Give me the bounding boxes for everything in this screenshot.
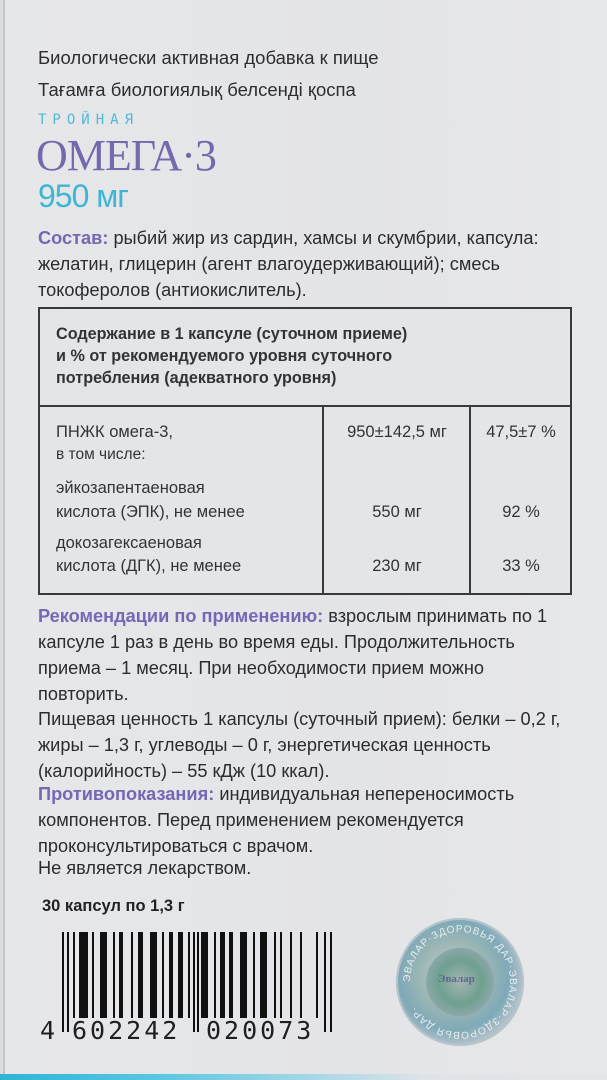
hologram-seal-icon <box>396 918 524 1046</box>
recommendations-label: Рекомендации по применению: <box>38 606 324 626</box>
barcode-digit-first: 4 <box>40 1016 59 1045</box>
package-bottom-stripe <box>0 1074 607 1080</box>
recommendations-section <box>38 603 578 707</box>
product-name: ОМЕГА·3 <box>36 131 216 180</box>
table-row-name: кислота (ЭПК), не менее <box>56 503 245 521</box>
nutrient-table-header <box>40 309 570 407</box>
table-row-name: кислота (ДГК), не менее <box>56 557 242 575</box>
composition-label: Состав: <box>38 228 109 248</box>
table-row-name: докозагексаеновая <box>56 534 202 552</box>
supplement-subtitle-kz: Тағамға биологиялық белсенді қоспа <box>38 79 356 100</box>
package-quantity: 30 капсул по 1,3 г <box>42 897 185 915</box>
not-a-drug-notice: Не является лекарством. <box>38 858 252 878</box>
composition-section <box>38 225 578 303</box>
nutrient-table <box>38 307 572 595</box>
hologram-brand-label: Эвалар <box>438 973 475 985</box>
product-dose: 950 мг <box>38 178 128 214</box>
nutrition-value-text: Пищевая ценность 1 капсулы (суточный прием): белки – 0,2 г, жиры – 1,3 г, углеводы – 0 г, энергетическая ценность (калорийность) – 55 кДж (10 ккал). <box>38 709 561 781</box>
table-header-line: Содержание в 1 капсуле (суточном приеме) <box>56 325 408 343</box>
table-row-name: в том числе: <box>56 446 146 463</box>
contraindications-section <box>38 781 578 859</box>
table-row-percent: 47,5±7 % <box>486 423 556 441</box>
table-row-amount: 550 мг <box>372 503 422 521</box>
barcode-digits-left: 602242 <box>72 1016 181 1045</box>
svg-text:ЭВАЛАР·ЗДОРОВЬЯ ДАР·ЭВАЛАР·ЗДО: ЭВАЛАР·ЗДОРОВЬЯ ДАР·ЭВАЛАР·ЗДОРОВЬЯ ДАР· <box>401 923 519 1041</box>
table-row-name: эйкозапентаеновая <box>56 479 205 497</box>
barcode-digits-right: 020073 <box>206 1016 315 1045</box>
table-row-percent: 33 % <box>502 557 540 575</box>
table-header-line: и % от рекомендуемого уровня суточного <box>56 347 393 365</box>
table-row-amount: 230 мг <box>372 557 422 575</box>
product-prefix: ТРОЙНАЯ <box>38 112 140 128</box>
supplement-subtitle-ru: Биологически активная добавка к пище <box>38 47 379 68</box>
table-header-line: потребления (адекватного уровня) <box>56 369 337 387</box>
table-row-amount: 950±142,5 мг <box>347 423 447 441</box>
package-fold-line <box>3 0 5 1080</box>
table-row-name: ПНЖК омега-3, <box>56 423 173 441</box>
composition-text: рыбий жир из сардин, хамсы и скумбрии, капсула: желатин, глицерин (агент влагоудерживающий); смесь токоферолов (антиокислитель). <box>38 228 539 300</box>
contraindications-label: Противопоказания: <box>38 784 215 804</box>
contraindications-text: индивидуальная непереносимость компонентов. Перед применением рекомендуется проконсультироваться с врачом. <box>38 784 515 856</box>
table-row-percent: 92 % <box>502 503 540 521</box>
recommendations-text: взрослым принимать по 1 капсуле 1 раз в день во время еды. Продолжительность приема – 1 месяц. При необходимости прием можно повторить. <box>38 606 548 704</box>
